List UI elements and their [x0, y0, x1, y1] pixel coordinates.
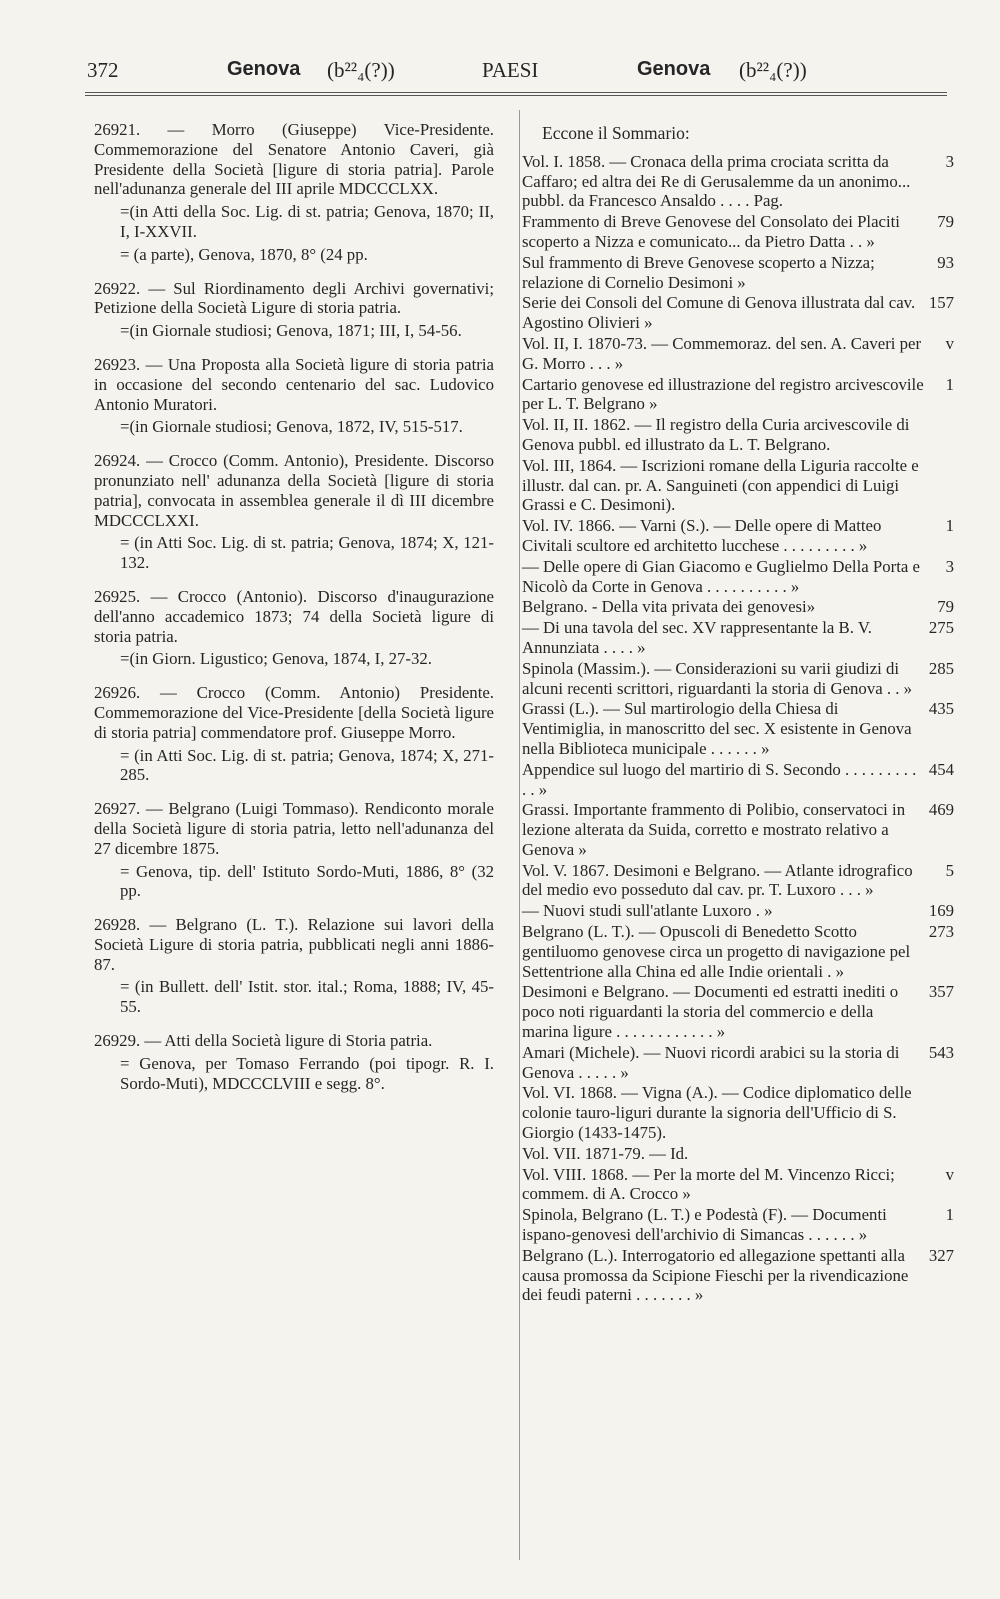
entry-text: 26926. — Crocco (Comm. Antonio) Presidente. Commemorazione del Vice-Presidente [della Società ligure di storia patria] commendatore prof. Giuseppe Morro.	[94, 683, 494, 742]
summary-item-page: 435	[928, 699, 954, 719]
summary-item	[522, 557, 954, 597]
summary-item-page: 469	[928, 800, 954, 820]
entry-26923	[94, 355, 494, 437]
summary-item	[522, 293, 954, 333]
summary-item	[522, 152, 954, 211]
entry-citation: = (in Bullett. dell' Istit. stor. ital.; Roma, 1888; IV, 45-55.	[120, 977, 494, 1017]
entry-text: 26923. — Una Proposta alla Società ligure di storia patria in occasione del secondo centenario del sac. Ludovico Antonio Muratori.	[94, 354, 494, 414]
entry-citation: =(in Giornale studiosi; Genova, 1871; III, I, 54-56.	[120, 321, 462, 341]
summary-item-page: v	[945, 1164, 954, 1184]
entry-citation: = Genova, tip. dell' Istituto Sordo-Muti, 1886, 8° (32 pp.	[120, 861, 494, 901]
summary-item-text: Belgrano. - Della vita privata dei genovesi»	[522, 597, 816, 617]
summary-item-text: Spinola (Massim.). — Considerazioni su varii giudizi di alcuni recenti scrittori, riguardanti la storia di Genova . . »	[522, 658, 913, 698]
summary-item	[522, 1043, 954, 1083]
summary-item-page: 79	[937, 597, 954, 617]
page-number: 372	[87, 58, 119, 82]
summary-item-text: Belgrano (L.). Interrogatorio ed allegazione spettanti alla causa promossa da Scipione Fieschi per la rivendicazione dei feudi paterni . . . . . . . »	[522, 1245, 909, 1305]
entry-citation: = (in Atti Soc. Lig. di st. patria; Genova, 1874; X, 121-132.	[120, 533, 494, 573]
summary-item	[522, 456, 954, 515]
summary-item-text: Desimoni e Belgrano. — Documenti ed estratti inediti o poco noti riguardanti la storia del commercio e della marina ligure . . . . . . . . . . . . »	[522, 982, 899, 1042]
summary-item	[522, 1165, 954, 1205]
summary-item-page: 3	[945, 151, 954, 171]
summary-item-text: Vol. III, 1864. — Iscrizioni romane della Liguria raccolte e illustr. dal can. pr. A. Sanguineti (con appendici di Luigi Grassi e C. Desimoni).	[522, 455, 919, 515]
summary-item	[522, 982, 954, 1041]
summary-item	[522, 375, 954, 415]
summary-item-page: 543	[928, 1042, 954, 1062]
entry-text: 26929. — Atti della Società ligure di Storia patria.	[94, 1031, 433, 1051]
summary-item	[522, 1144, 954, 1164]
summary-item	[522, 800, 954, 859]
summary-item	[522, 334, 954, 374]
summary-item-page: 79	[937, 212, 954, 232]
center-running-title: PAESI	[482, 58, 539, 82]
summary-item-page: 93	[937, 252, 954, 272]
summary-item-text: Vol. I. 1858. — Cronaca della prima crociata scritta da Caffaro; ed altra dei Re di Gerusalemme da un anonimo... pubbl. da Francesco Ansaldo . . . . Pag.	[522, 151, 911, 211]
summary-item-page: 275	[928, 618, 954, 638]
summary-item	[522, 922, 954, 981]
summary-item-page: 1	[945, 516, 954, 536]
summary-item	[522, 1205, 954, 1245]
summary-item-text: Vol. VIII. 1868. — Per la morte del M. Vincenzo Ricci; commem. di A. Crocco »	[522, 1164, 895, 1204]
summary-item-text: Cartario genovese ed illustrazione del registro arcivescovile per L. T. Belgrano »	[522, 374, 924, 414]
entry-26925	[94, 587, 494, 669]
summary-item	[522, 760, 954, 800]
summary-item-text: Serie dei Consoli del Comune di Genova illustrata dal cav. Agostino Olivieri »	[522, 293, 916, 333]
entry-text: 26924. — Crocco (Comm. Antonio), Presidente. Discorso pronunziato nell' adunanza della Società [ligure di storia patria], convocata in assemblea generale il dì III dicembre MDCCCLXXI.	[94, 451, 494, 530]
summary-item	[522, 253, 954, 293]
entry-text: 26921. — Morro (Giuseppe) Vice-Presidente. Commemorazione del Senatore Antonio Caveri, già Presidente della Società [ligure di storia patria]. Parole nell'adunanza generale del III aprile MDCCCLXX.	[94, 120, 494, 199]
summary-item-text: Belgrano (L. T.). — Opuscoli di Benedetto Scotto gentiluomo genovese circa un progetto di navigazione pel Settentrione alla China ed alle Indie orientali . »	[522, 922, 911, 981]
right-running-title: Genova	[637, 58, 711, 80]
entry-26921	[94, 120, 494, 265]
entry-citation: = (in Atti Soc. Lig. di st. patria; Genova, 1874; X, 271-285.	[120, 745, 494, 785]
entry-citation: =(in Giornale studiosi; Genova, 1872, IV, 515-517.	[120, 417, 463, 437]
summary-item	[522, 861, 954, 901]
summary-item	[522, 1083, 954, 1142]
entry-citation: = (a parte), Genova, 1870, 8° (24 pp.	[120, 244, 368, 264]
summary-item-page: 169	[928, 901, 954, 921]
summary-item-text: Vol. IV. 1866. — Varni (S.). — Delle opere di Matteo Civitali scultore ed architetto lucchese . . . . . . . . . »	[522, 516, 882, 555]
entry-citation: = Genova, per Tomaso Ferrando (poi tipogr. R. I. Sordo-Muti), MDCCCLVIII e segg. 8°.	[120, 1053, 494, 1093]
summary-item	[522, 415, 954, 455]
summary-item-text: Vol. II, II. 1862. — Il registro della Curia arcivescovile di Genova pubbl. ed illustrato da L. T. Belgrano.	[522, 415, 910, 454]
summary-item-page: 357	[928, 982, 954, 1002]
entry-citation: =(in Atti della Soc. Lig. di st. patria; Genova, 1870; II, I, I-XXVII.	[120, 202, 494, 241]
summary-list	[522, 152, 954, 1305]
summary-item-text: Vol. II, I. 1870-73. — Commemoraz. del sen. A. Caveri per G. Morro . . . »	[522, 333, 922, 373]
summary-item-text: Sul frammento di Breve Genovese scoperto a Nizza; relazione di Cornelio Desimoni »	[522, 252, 875, 292]
left-column	[94, 120, 494, 1107]
summary-item	[522, 699, 954, 758]
summary-item-text: Appendice sul luogo del martirio di S. Secondo . . . . . . . . . . . »	[522, 759, 917, 799]
summary-title: Eccone il Sommario:	[542, 123, 690, 143]
entry-citation: =(in Giorn. Ligustico; Genova, 1874, I, 27-32.	[120, 649, 432, 669]
summary-item	[522, 1246, 954, 1305]
left-shelfmark: (b²²₄(?))	[327, 58, 395, 82]
summary-item-page: 1	[945, 374, 954, 394]
entry-26929	[94, 1031, 494, 1093]
entry-26926	[94, 683, 494, 785]
summary-item-page: 157	[928, 293, 954, 313]
summary-item-text: Frammento di Breve Genovese del Consolato dei Placiti scoperto a Nizza e comunicato... da Pietro Datta . . »	[522, 212, 900, 251]
entry-text: 26928. — Belgrano (L. T.). Relazione sui lavori della Società Ligure di storia patria, pubblicati negli anni 1886-87.	[94, 915, 494, 974]
summary-item-text: Vol. VII. 1871-79. — Id.	[522, 1143, 689, 1163]
summary-item-text: Grassi. Importante frammento di Polibio, conservatoci in lezione alterata da Suida, corretto e mostrato relativo a Genova »	[522, 800, 906, 859]
right-column	[522, 120, 954, 1306]
summary-item-text: — Di una tavola del sec. XV rappresentante la B. V. Annunziata . . . . »	[522, 618, 872, 657]
summary-item	[522, 618, 954, 658]
summary-item-text: Vol. VI. 1868. — Vigna (A.). — Codice diplomatico delle colonie tauro-liguri durante la signoria dell'Ufficio di S. Giorgio (1433-1475).	[522, 1083, 912, 1143]
summary-item-page: 327	[928, 1245, 954, 1265]
entry-text: 26925. — Crocco (Antonio). Discorso d'inaugurazione dell'anno accademico 1873; 74 della Società ligure di storia patria.	[94, 586, 494, 646]
summary-item-page: 285	[928, 658, 954, 678]
summary-item-page: 273	[928, 922, 954, 942]
entry-26927	[94, 799, 494, 901]
entry-26928	[94, 915, 494, 1017]
header-rule-bottom	[85, 95, 947, 96]
summary-item	[522, 659, 954, 699]
header-rule-top	[85, 92, 947, 93]
summary-item-page: 1	[945, 1205, 954, 1225]
summary-item-page: v	[945, 333, 954, 353]
summary-item-page: 454	[928, 759, 954, 779]
summary-item	[522, 212, 954, 252]
summary-item	[522, 597, 954, 617]
summary-item-text: Spinola, Belgrano (L. T.) e Podestà (F). — Documenti ispano-genovesi dell'archivio di Simancas . . . . . . »	[522, 1205, 887, 1245]
summary-item-text: Grassi (L.). — Sul martirologio della Chiesa di Ventimiglia, in manoscritto del sec. X esistente in Genova nella Biblioteca municipale . . . . . . »	[522, 699, 912, 758]
summary-item-page: 3	[945, 556, 954, 576]
entry-text: 26927. — Belgrano (Luigi Tommaso). Rendiconto morale della Società ligure di storia patria, letto nell'adunanza del 27 dicembre 1875.	[94, 799, 494, 858]
left-running-title: Genova	[227, 58, 301, 80]
summary-item-page: 5	[945, 860, 954, 880]
summary-item-text: — Nuovi studi sull'atlante Luxoro . »	[522, 901, 773, 921]
entry-26924	[94, 451, 494, 573]
entry-text: 26922. — Sul Riordinamento degli Archivi governativi; Petizione della Società Ligure di storia patria.	[94, 278, 494, 318]
summary-item-text: Vol. V. 1867. Desimoni e Belgrano. — Atlante idrografico del medio evo posseduto dal cav. pr. T. Luxoro . . . »	[522, 860, 913, 900]
summary-item-text: Amari (Michele). — Nuovi ricordi arabici su la storia di Genova . . . . . »	[522, 1042, 900, 1082]
column-divider	[519, 110, 520, 1560]
summary-item-text: — Delle opere di Gian Giacomo e Guglielmo Della Porta e Nicolò da Corte in Genova . . . . . . . . . . »	[522, 556, 920, 596]
right-shelfmark: (b²²₄(?))	[739, 58, 807, 82]
entry-26922	[94, 279, 494, 341]
summary-item	[522, 901, 954, 921]
summary-item	[522, 516, 954, 556]
